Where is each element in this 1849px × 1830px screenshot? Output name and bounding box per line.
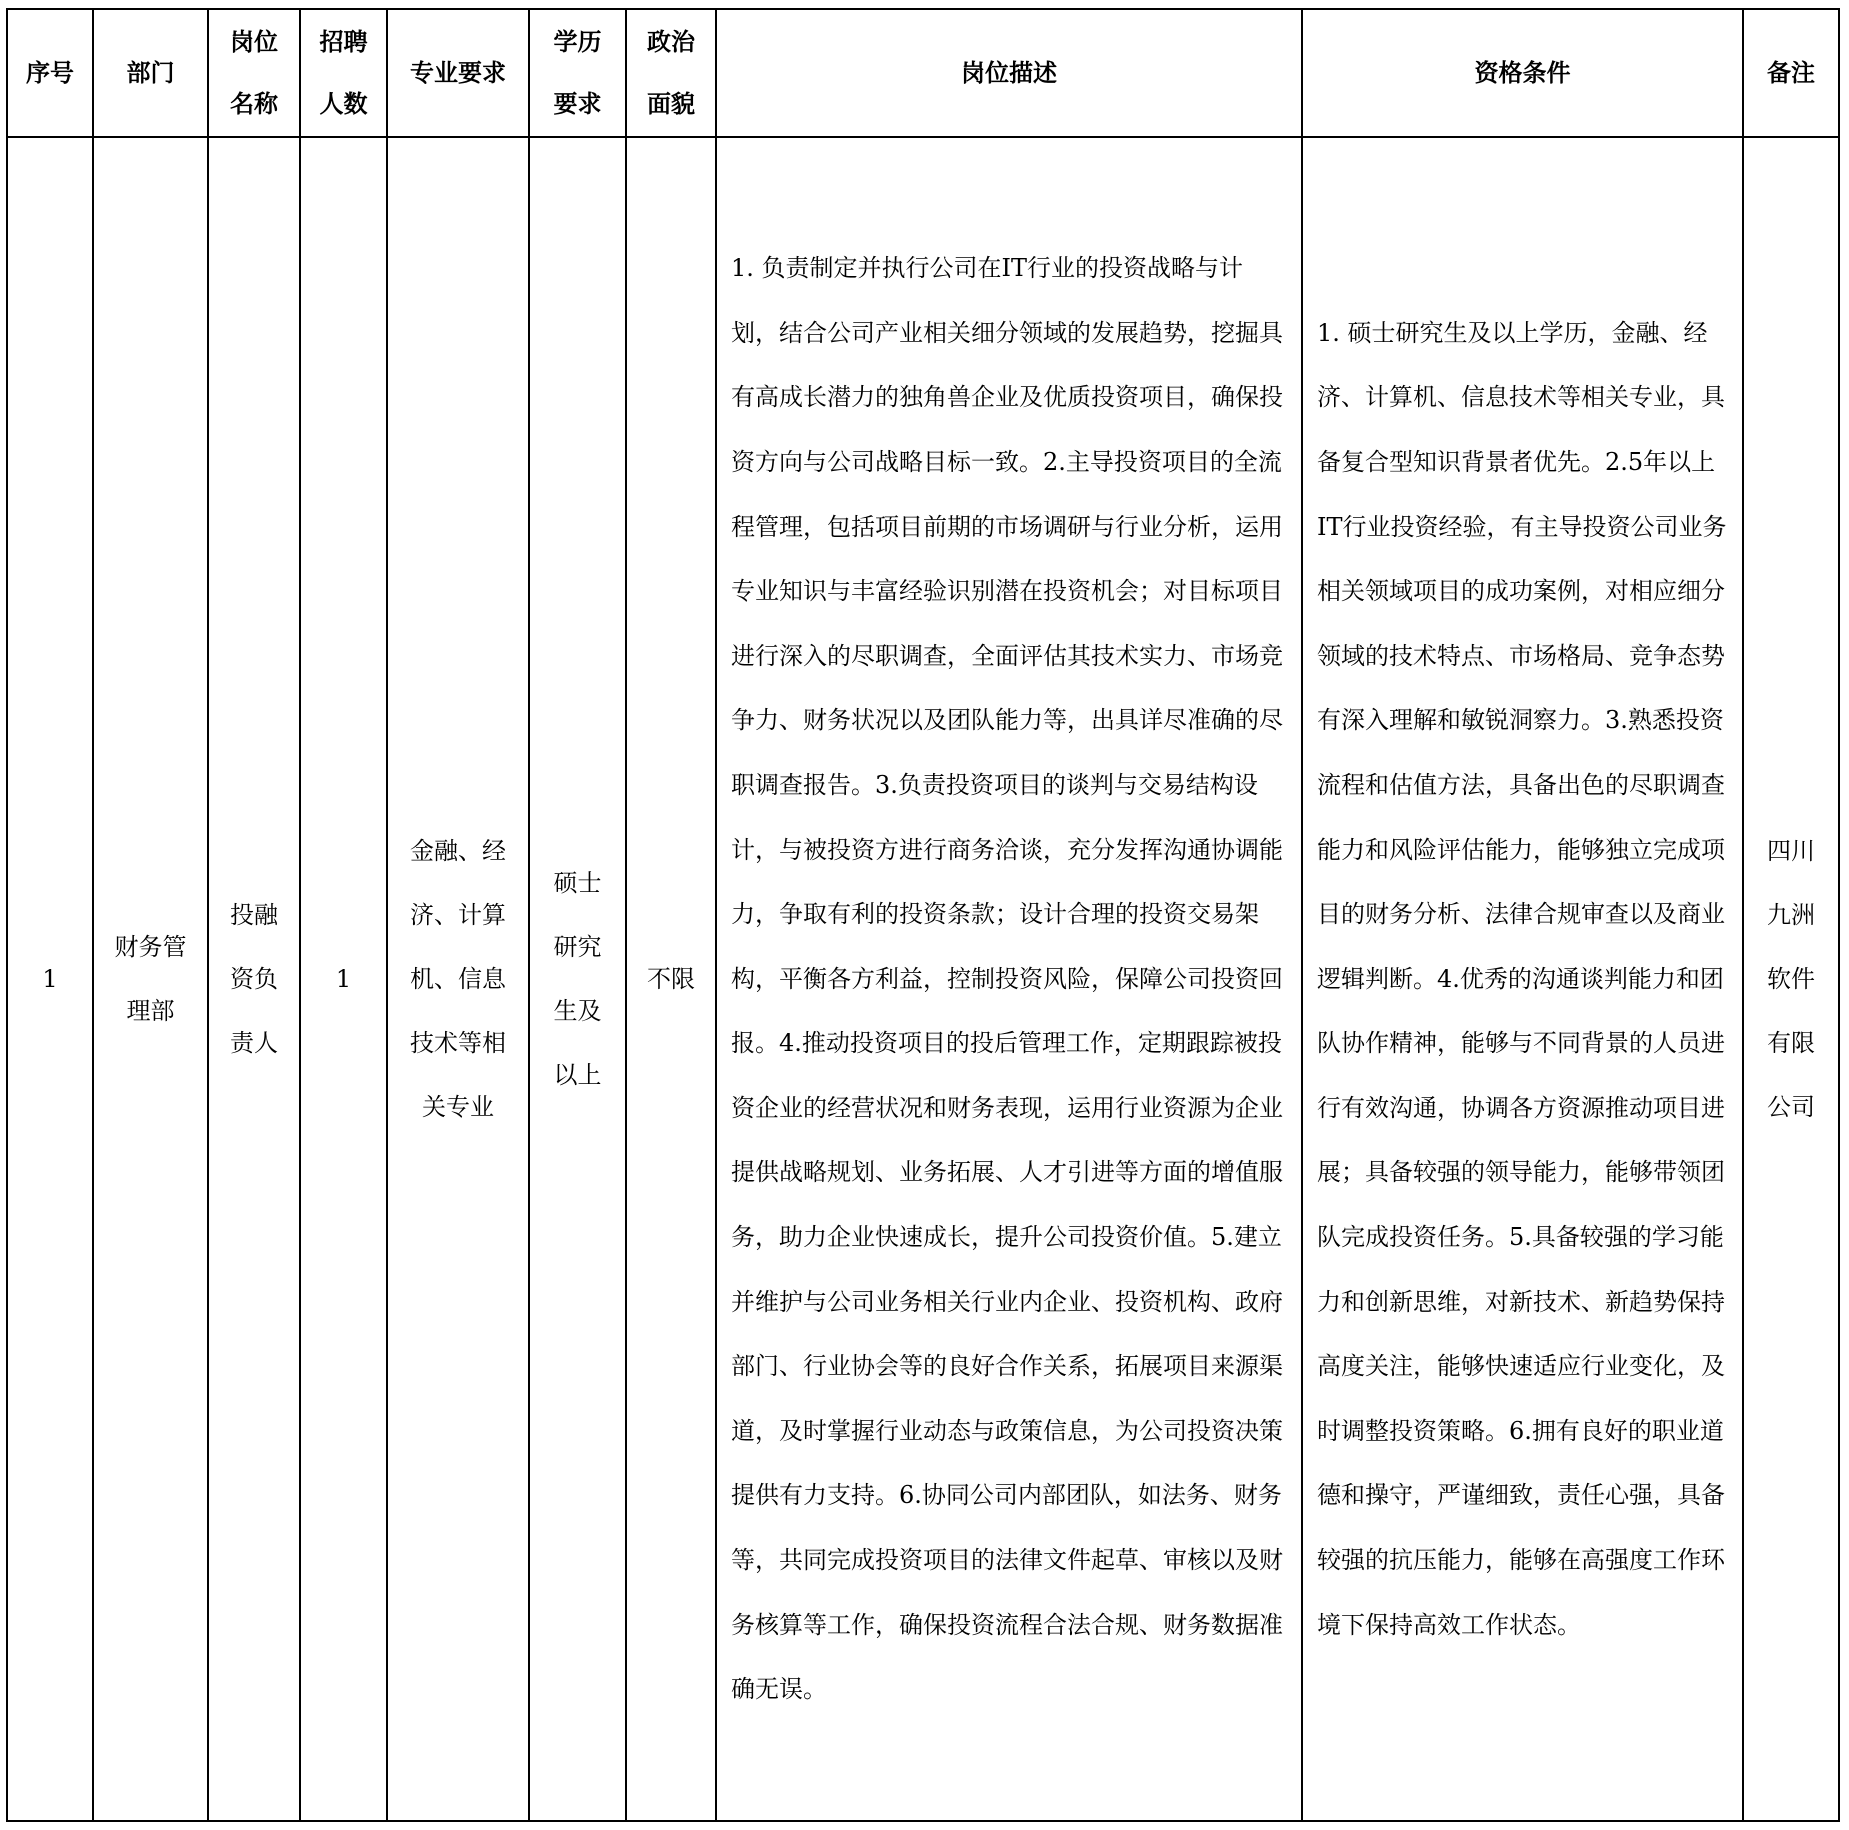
cell-position: 投融资负责人 — [208, 137, 300, 1821]
cell-description: 1. 负责制定并执行公司在IT行业的投资战略与计划，结合公司产业相关细分领域的发展趋势，挖掘具有高成长潜力的独角兽企业及优质投资项目，确保投资方向与公司战略目标一致。2.主导投资项目的全流程管理，包括项目前期的市场调研与行业分析，运用专业知识与丰富经验识别潜在投资机会；对目标项目进行深入的尽职调查，全面评估其技术实力、市场竞争力、财务状况以及团队能力等，出具详尽准确的尽职调查报告。3.负责投资项目的谈判与交易结构设计，与被投资方进行商务洽谈，充分发挥沟通协调能力，争取有利的投资条款；设计合理的投资交易架构，平衡各方利益，控制投资风险，保障公司投资回报。4.推动投资项目的投后管理工作，定期跟踪被投资企业的经营状况和财务表现，运用行业资源为企业提供战略规划、业务拓展、人才引进等方面的增值服务，助力企业快速成长，提升公司投资价值。5.建立并维护与公司业务相关行业内企业、投资机构、政府部门、行业协会等的良好合作关系，拓展项目来源渠道，及时掌握行业动态与政策信息，为公司投资决策提供有力支持。6.协同公司内部团队，如法务、财务等，共同完成投资项目的法律文件起草、审核以及财务核算等工作，确保投资流程合法合规、财务数据准确无误。 — [716, 137, 1302, 1821]
header-headcount: 招聘人数 — [300, 9, 387, 137]
header-dept: 部门 — [93, 9, 208, 137]
cell-major: 金融、经济、计算机、信息技术等相关专业 — [387, 137, 529, 1821]
header-position: 岗位名称 — [208, 9, 300, 137]
cell-qualifications: 1. 硕士研究生及以上学历，金融、经济、计算机、信息技术等相关专业，具备复合型知识背景者优先。2.5年以上IT行业投资经验，有主导投资公司业务相关领域项目的成功案例，对相应细分领域的技术特点、市场格局、竞争态势有深入理解和敏锐洞察力。3.熟悉投资流程和估值方法，具备出色的尽职调查能力和风险评估能力，能够独立完成项目的财务分析、法律合规审查以及商业逻辑判断。4.优秀的沟通谈判能力和团队协作精神，能够与不同背景的人员进行有效沟通，协调各方资源推动项目进展；具备较强的领导能力，能够带领团队完成投资任务。5.具备较强的学习能力和创新思维，对新技术、新趋势保持高度关注，能够快速适应行业变化，及时调整投资策略。6.拥有良好的职业道德和操守，严谨细致，责任心强，具备较强的抗压能力，能够在高强度工作环境下保持高效工作状态。 — [1302, 137, 1743, 1821]
header-description: 岗位描述 — [716, 9, 1302, 137]
header-education: 学历要求 — [529, 9, 626, 137]
cell-political: 不限 — [626, 137, 716, 1821]
header-major: 专业要求 — [387, 9, 529, 137]
recruitment-table-container — [6, 8, 1840, 1822]
header-political: 政治面貌 — [626, 9, 716, 137]
header-qualifications: 资格条件 — [1302, 9, 1743, 137]
header-row — [7, 9, 1839, 137]
header-seq: 序号 — [7, 9, 93, 137]
cell-education: 硕士研究生及以上 — [529, 137, 626, 1821]
cell-dept: 财务管理部 — [93, 137, 208, 1821]
cell-seq: 1 — [7, 137, 93, 1821]
header-remarks: 备注 — [1743, 9, 1839, 137]
cell-remarks: 四川九洲软件有限公司 — [1743, 137, 1839, 1821]
cell-headcount: 1 — [300, 137, 387, 1821]
table-row — [7, 137, 1839, 1821]
recruitment-table — [6, 8, 1840, 1822]
